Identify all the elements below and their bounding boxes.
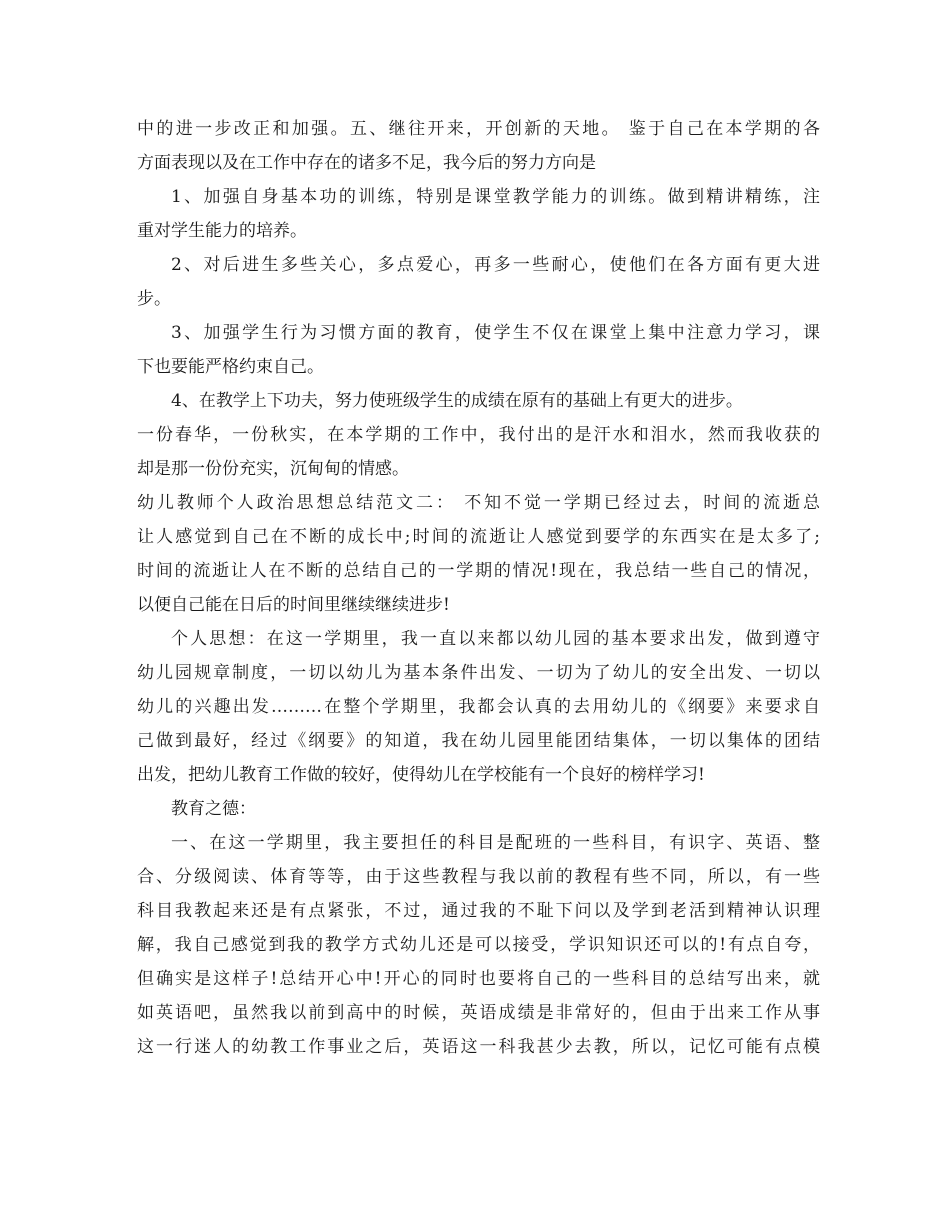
text-line: 个人思想：在这一学期里，我一直以来都以幼儿园的基本要求出发，做到遵守 <box>171 629 820 649</box>
text-line: 中的进一步改正和加强。五、继往开来，开创新的天地。 鉴于自己在本学期的各 <box>137 119 820 139</box>
text-line: 解，我自己感觉到我的教学方式幼儿还是可以接受，学识知识还可以的!有点自夸， <box>137 935 820 955</box>
text-line: 让人感觉到自己在不断的成长中;时间的流逝让人感觉到要学的东西实在是太多了; <box>137 527 820 547</box>
text-line: 一份春华，一份秋实，在本学期的工作中，我付出的是汗水和泪水，然而我收获的 <box>137 425 820 445</box>
text-line: 4、在教学上下功夫，努力使班级学生的成绩在原有的基础上有更大的进步。 <box>171 391 743 411</box>
text-line: 这一行迷人的幼教工作事业之后，英语这一科我甚少去教，所以，记忆可能有点模 <box>137 1037 820 1057</box>
text-line: 步。 <box>137 289 171 309</box>
text-line: 但确实是这样子!总结开心中!开心的同时也要将自己的一些科目的总结写出来，就 <box>137 969 820 989</box>
text-line: 时间的流逝让人在不断的总结自己的一学期的情况!现在，我总结一些自己的情况， <box>137 561 820 581</box>
text-line: 幼儿教师个人政治思想总结范文二： 不知不觉一学期已经过去，时间的流逝总 <box>137 493 820 513</box>
text-line: 如英语吧，虽然我以前到高中的时候，英语成绩是非常好的，但由于出来工作从事 <box>137 1003 820 1023</box>
text-line: 科目我教起来还是有点紧张，不过，通过我的不耻下问以及学到老活到精神认识理 <box>137 901 820 921</box>
text-line: 3、加强学生行为习惯方面的教育，使学生不仅在课堂上集中注意力学习，课 <box>171 323 820 343</box>
text-line: 1、加强自身基本功的训练，特别是课堂教学能力的训练。做到精讲精练，注 <box>171 187 820 207</box>
text-line: 出发，把幼儿教育工作做的较好，使得幼儿在学校能有一个良好的榜样学习! <box>137 765 705 785</box>
text-line: 一、在这一学期里，我主要担任的科目是配班的一些科目，有识字、英语、整 <box>171 833 820 853</box>
text-line: 方面表现以及在工作中存在的诸多不足，我今后的努力方向是 <box>137 153 596 173</box>
text-line: 下也要能严格约束自己。 <box>137 357 324 377</box>
text-line: 合、分级阅读、体育等等，由于这些教程与我以前的教程有些不同，所以，有一些 <box>137 867 820 887</box>
text-line: 幼儿的兴趣出发………在整个学期里，我都会认真的去用幼儿的《纲要》来要求自 <box>137 697 820 717</box>
text-line: 幼儿园规章制度，一切以幼儿为基本条件出发、一切为了幼儿的安全出发、一切以 <box>137 663 820 683</box>
text-line: 2、对后进生多些关心，多点爱心，再多一些耐心，使他们在各方面有更大进 <box>171 255 820 275</box>
document-body <box>137 112 820 1064</box>
text-line: 教育之德： <box>171 799 256 819</box>
text-line: 重对学生能力的培养。 <box>137 221 307 241</box>
text-line: 却是那一份份充实，沉甸甸的情感。 <box>137 459 409 479</box>
text-line: 以便自己能在日后的时间里继续继续进步! <box>137 595 450 615</box>
text-line: 己做到最好，经过《纲要》的知道，我在幼儿园里能团结集体，一切以集体的团结 <box>137 731 820 751</box>
